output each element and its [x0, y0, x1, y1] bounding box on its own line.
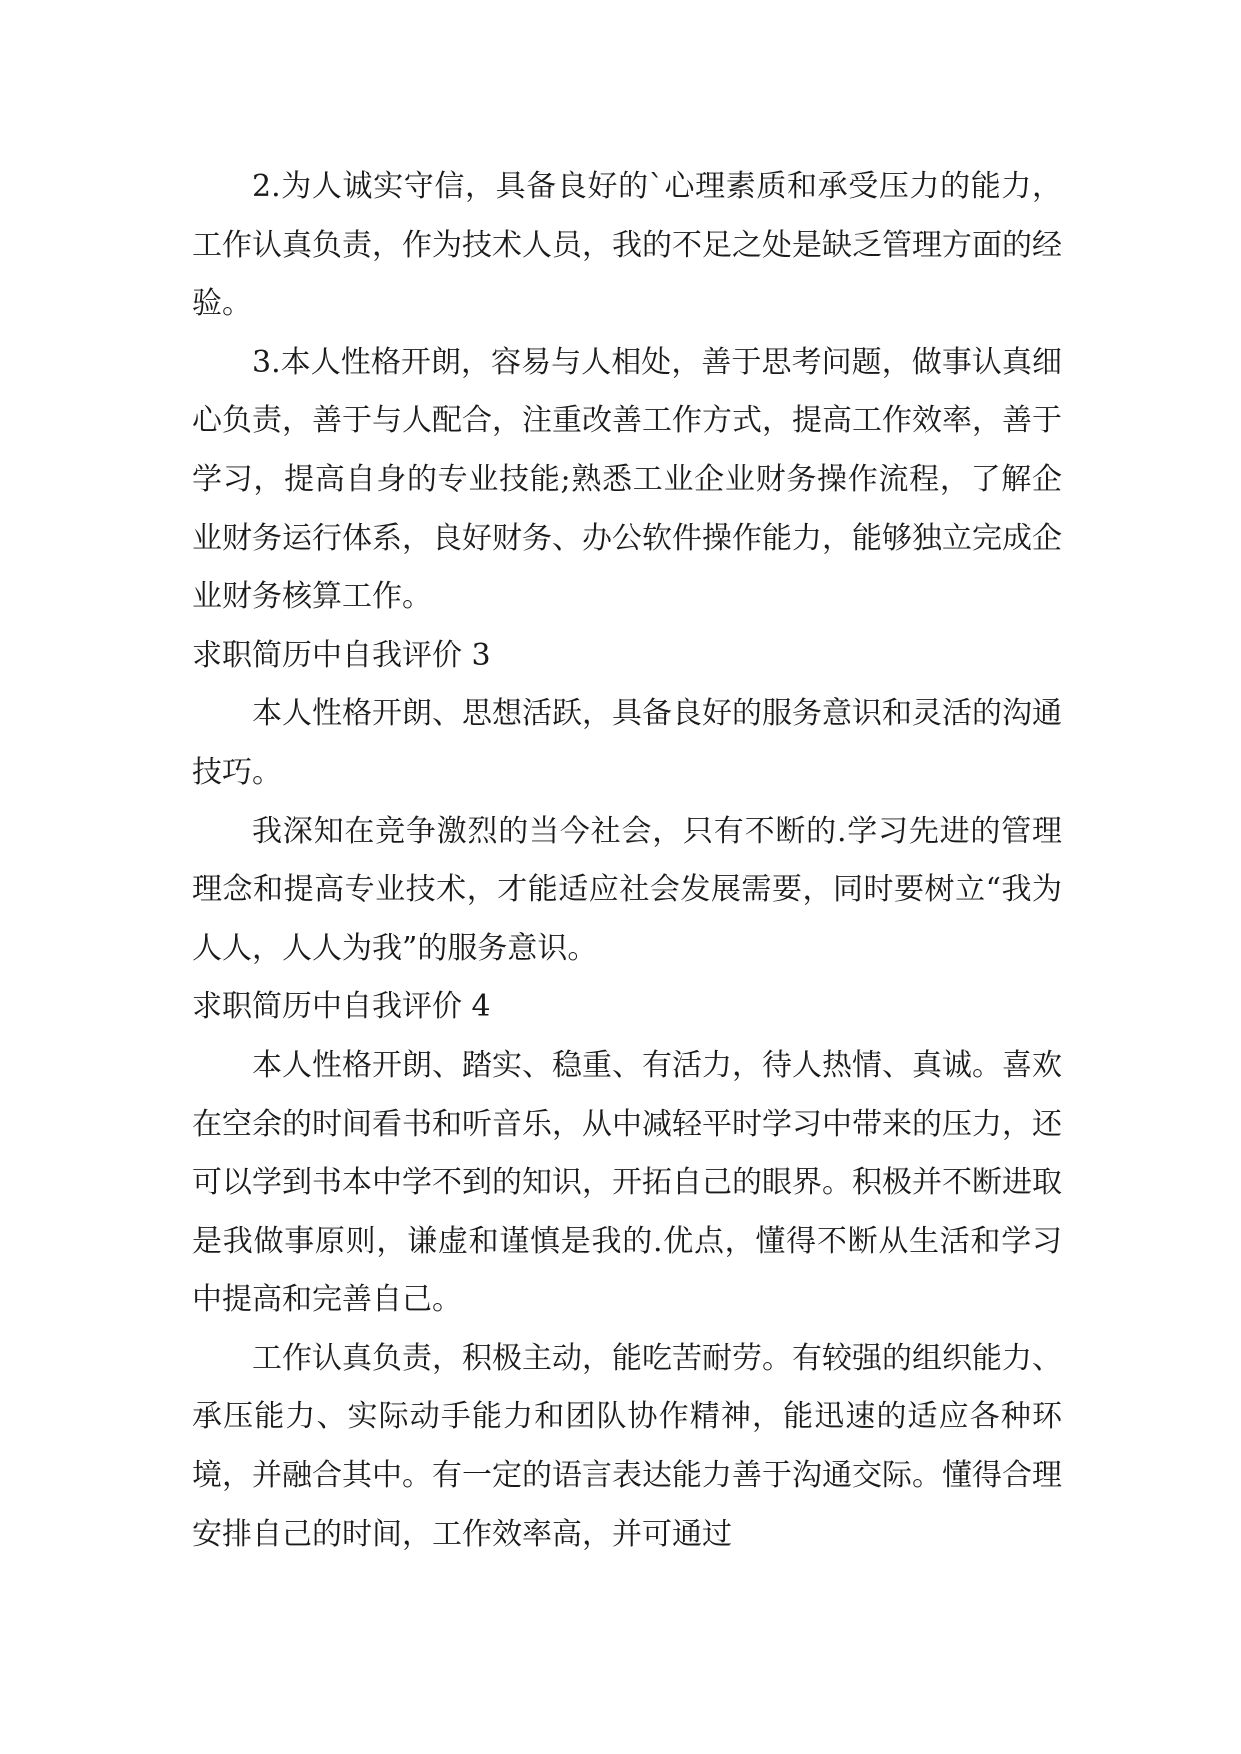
paragraph-character: 本人性格开朗、踏实、稳重、有活力，待人热情、真诚。喜欢在空余的时间看书和听音乐，从中减轻平时学习中带来的压力，还可以学到书本中学不到的知识，开拓自己的眼界。积极并不断进取是我做事原则，谦虚和谨慎是我的.优点，懂得不断从生活和学习中提高和完善自己。	[192, 1047, 1062, 1318]
paragraph-work-attitude: 工作认真负责，积极主动，能吃苦耐劳。有较强的组织能力、承压能力、实际动手能力和团队协作精神，能迅速的适应各种环境，并融合其中。有一定的语言表达能力善于沟通交际。懂得合理安排自己的时间，工作效率高，并可通过	[192, 1340, 1062, 1552]
paragraph-competition: 我深知在竞争激烈的当今社会，只有不断的.学习先进的管理理念和提高专业技术，才能适应社会发展需要，同时要树立“我为人人，人人为我”的服务意识。	[192, 813, 1062, 966]
paragraph-point-3: 3.本人性格开朗，容易与人相处，善于思考问题，做事认真细心负责，善于与人配合，注重改善工作方式，提高工作效率，善于学习，提高自身的专业技能;熟悉工业企业财务操作流程，了解企业财务运行体系，良好财务、办公软件操作能力，能够独立完成企业财务核算工作。	[192, 344, 1062, 615]
section-heading-4: 求职简历中自我评价 4	[192, 989, 491, 1025]
paragraph-point-2: 2.为人诚实守信，具备良好的`心理素质和承受压力的能力，工作认真负责，作为技术人员，我的不足之处是缺乏管理方面的经验。	[192, 169, 1062, 322]
section-heading-3: 求职简历中自我评价 3	[192, 637, 491, 673]
document-body	[192, 158, 1062, 1564]
paragraph-personality: 本人性格开朗、思想活跃，具备良好的服务意识和灵活的沟通技巧。	[192, 696, 1062, 790]
